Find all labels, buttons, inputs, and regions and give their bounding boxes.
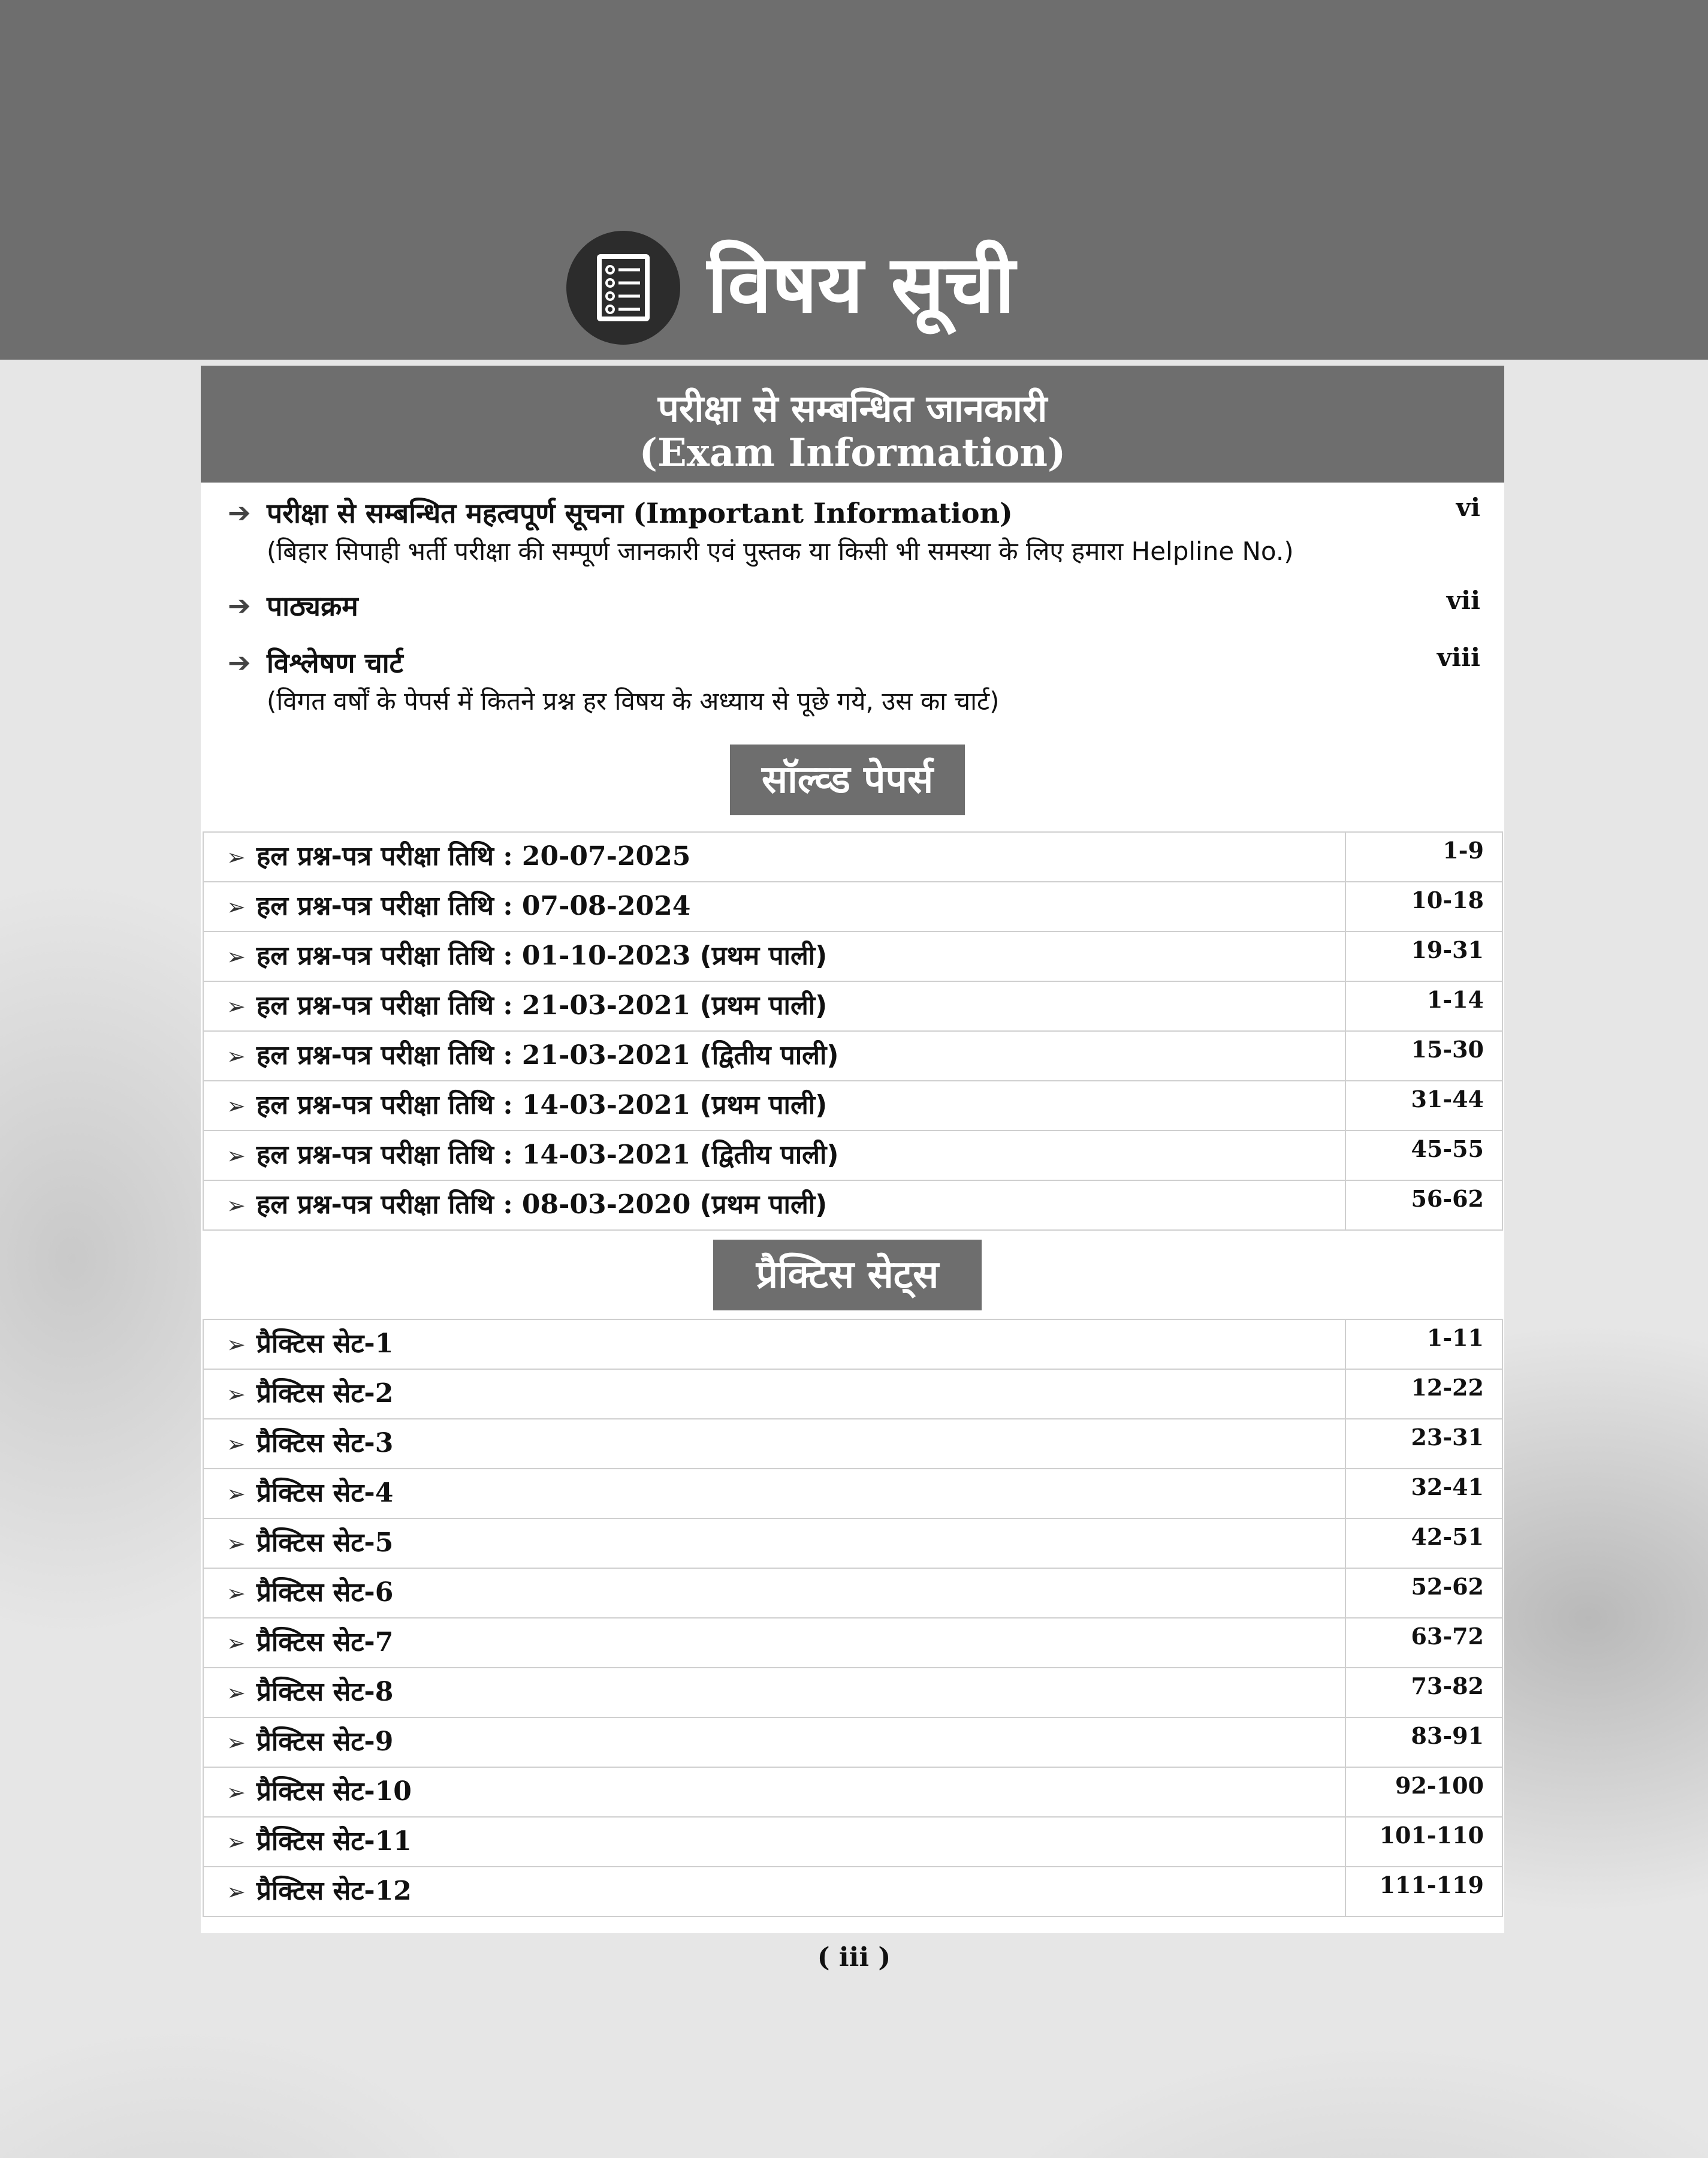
toc-entry-pages: 73-82 [1345,1668,1502,1717]
paper-label: हल प्रश्न-पत्र परीक्षा तिथि [256,841,494,872]
info-item-subtitle: (विगत वर्षों के पेपर्स में कितने प्रश्न हर विषय के अध्याय से पूछे गये, उस का चार्ट) [267,686,1000,716]
contents-panel [201,366,1504,1933]
toc-entry-title [203,832,1345,882]
paper-label: हल प्रश्न-पत्र परीक्षा तिथि [256,1040,494,1071]
toc-entry-pages: 1-11 [1345,1319,1502,1369]
solved-paper-row[interactable] [203,1081,1502,1131]
arrowhead-icon: ➢ [227,1331,246,1358]
paper-label: हल प्रश्न-पत्र परीक्षा तिथि [256,1189,494,1220]
practice-set-number: 8 [375,1677,394,1707]
info-item-title: पाठ्यक्रम [267,590,358,622]
arrowhead-icon: ➢ [227,1481,246,1507]
arrowhead-icon: ➢ [227,1630,246,1656]
paper-shift: (प्रथम पाली) [699,941,828,971]
toc-entry-pages: 19-31 [1345,932,1502,981]
info-item-page: viii [1437,643,1480,672]
arrow-right-icon: ➔ [228,646,251,679]
toc-entry-title [203,1767,1345,1817]
arrowhead-icon: ➢ [227,1143,246,1169]
arrowhead-icon: ➢ [227,1192,246,1219]
paper-date: : 21-03-2021 [503,1040,691,1071]
info-item-subtitle: (बिहार सिपाही भर्ती परीक्षा की सम्पूर्ण जानकारी एवं पुस्तक या किसी भी समस्या के लिए हमारा Helpline No.) [267,537,1294,566]
arrowhead-icon: ➢ [227,1043,246,1069]
practice-set-label: प्रैक्टिस सेट- [256,1776,375,1807]
paper-shift: (प्रथम पाली) [699,990,828,1021]
arrowhead-icon: ➢ [227,1530,246,1557]
toc-entry-title [203,981,1345,1031]
paper-date: : 07-08-2024 [503,891,691,921]
arrowhead-icon: ➢ [227,944,246,970]
paper-date: : 01-10-2023 [503,941,691,971]
info-item-syllabus[interactable] [201,584,1504,632]
arrowhead-icon: ➢ [227,1381,246,1407]
toc-entry-pages: 42-51 [1345,1518,1502,1568]
toc-entry-pages: 31-44 [1345,1081,1502,1131]
practice-set-row[interactable] [203,1369,1502,1419]
solved-paper-row[interactable] [203,832,1502,882]
info-item-analysis-chart[interactable] [201,641,1504,725]
exam-info-heading-english: (Exam Information) [639,430,1066,475]
solved-paper-row[interactable] [203,1031,1502,1081]
paper-date: : 20-07-2025 [503,841,691,872]
practice-sets-table [203,1319,1503,1917]
practice-set-number: 9 [375,1726,394,1757]
arrowhead-icon: ➢ [227,844,246,870]
practice-set-number: 6 [375,1577,394,1608]
toc-entry-title [203,1081,1345,1131]
practice-set-row[interactable] [203,1717,1502,1767]
toc-entry-pages: 32-41 [1345,1469,1502,1518]
toc-entry-pages: 83-91 [1345,1717,1502,1767]
paper-label: हल प्रश्न-पत्र परीक्षा तिथि [256,891,494,921]
practice-set-label: प्रैक्टिस सेट- [256,1627,375,1657]
toc-entry-pages: 1-9 [1345,832,1502,882]
toc-entry-pages: 1-14 [1345,981,1502,1031]
page-number: ( iii ) [817,1942,891,1973]
arrowhead-icon: ➢ [227,1680,246,1706]
toc-entry-title [203,1180,1345,1230]
info-item-page: vii [1446,586,1480,615]
toc-entry-pages: 111-119 [1345,1867,1502,1916]
practice-set-row[interactable] [203,1518,1502,1568]
practice-set-label: प्रैक्टिस सेट- [256,1527,375,1558]
info-item-title: विश्लेषण चार्ट [267,647,403,679]
practice-set-row[interactable] [203,1469,1502,1518]
arrowhead-icon: ➢ [227,1431,246,1457]
arrowhead-icon: ➢ [227,894,246,920]
toc-entry-pages: 52-62 [1345,1568,1502,1618]
toc-entry-title [203,1031,1345,1081]
practice-set-number: 7 [375,1627,394,1657]
arrowhead-icon: ➢ [227,993,246,1020]
exam-info-heading-hindi: परीक्षा से सम्बन्धित जानकारी [657,387,1048,430]
practice-set-label: प्रैक्टिस सेट- [256,1378,375,1409]
paper-label: हल प्रश्न-पत्र परीक्षा तिथि [256,1140,494,1170]
practice-set-number: 11 [375,1826,412,1856]
info-item-important-information[interactable] [201,492,1504,575]
solved-papers-heading: सॉल्व्ड पेपर्स [730,745,965,815]
practice-set-row[interactable] [203,1668,1502,1717]
practice-set-label: प्रैक्टिस सेट- [256,1876,375,1906]
practice-set-number: 2 [375,1378,394,1409]
practice-set-label: प्रैक्टिस सेट- [256,1428,375,1458]
practice-sets-heading: प्रैक्टिस सेट्स [713,1240,982,1310]
arrowhead-icon: ➢ [227,1879,246,1905]
toc-entry-title [203,1618,1345,1668]
solved-paper-row[interactable] [203,932,1502,981]
header-band [0,0,1708,360]
practice-set-label: प्रैक्टिस सेट- [256,1677,375,1707]
toc-entry-pages: 63-72 [1345,1618,1502,1668]
practice-set-row[interactable] [203,1319,1502,1369]
document-list-icon [566,231,680,345]
practice-set-label: प्रैक्टिस सेट- [256,1726,375,1757]
practice-set-number: 10 [375,1776,412,1807]
toc-entry-title [203,882,1345,932]
toc-entry-pages: 92-100 [1345,1767,1502,1817]
paper-label: हल प्रश्न-पत्र परीक्षा तिथि [256,941,494,971]
toc-entry-pages: 23-31 [1345,1419,1502,1469]
toc-entry-pages: 10-18 [1345,882,1502,932]
practice-set-row[interactable] [203,1767,1502,1817]
practice-set-row[interactable] [203,1817,1502,1867]
page-title: विषय सूची [707,239,1015,331]
practice-set-row[interactable] [203,1867,1502,1916]
toc-entry-title [203,1469,1345,1518]
toc-entry-title [203,1419,1345,1469]
arrowhead-icon: ➢ [227,1093,246,1119]
practice-set-number: 3 [375,1428,394,1458]
practice-set-label: प्रैक्टिस सेट- [256,1328,375,1359]
toc-entry-pages: 15-30 [1345,1031,1502,1081]
paper-date: : 14-03-2021 [503,1090,691,1120]
paper-shift: (प्रथम पाली) [699,1090,828,1120]
toc-entry-pages: 56-62 [1345,1180,1502,1230]
solved-papers-table [203,831,1503,1231]
arrow-right-icon: ➔ [228,496,251,529]
arrowhead-icon: ➢ [227,1580,246,1607]
practice-set-number: 4 [375,1478,394,1508]
paper-date: : 14-03-2021 [503,1140,691,1170]
arrowhead-icon: ➢ [227,1829,246,1855]
paper-shift: (प्रथम पाली) [699,1189,828,1220]
arrowhead-icon: ➢ [227,1729,246,1756]
practice-set-number: 5 [375,1527,394,1558]
practice-set-number: 1 [375,1328,394,1359]
toc-entry-pages: 101-110 [1345,1817,1502,1867]
info-item-page: vi [1456,493,1480,522]
arrowhead-icon: ➢ [227,1779,246,1806]
toc-entry-title [203,932,1345,981]
toc-entry-title [203,1717,1345,1767]
toc-entry-title [203,1131,1345,1180]
toc-entry-title [203,1668,1345,1717]
toc-entry-pages: 45-55 [1345,1131,1502,1180]
arrow-right-icon: ➔ [228,589,251,622]
paper-date: : 21-03-2021 [503,990,691,1021]
practice-set-row[interactable] [203,1618,1502,1668]
toc-entry-title [203,1817,1345,1867]
toc-entry-title [203,1518,1345,1568]
practice-set-number: 12 [375,1876,412,1906]
paper-label: हल प्रश्न-पत्र परीक्षा तिथि [256,1090,494,1120]
toc-entry-title [203,1867,1345,1916]
practice-set-row[interactable] [203,1568,1502,1618]
paper-shift: (द्वितीय पाली) [699,1140,839,1170]
paper-date: : 08-03-2020 [503,1189,691,1220]
toc-entry-title [203,1319,1345,1369]
toc-entry-title [203,1369,1345,1419]
practice-set-row[interactable] [203,1419,1502,1469]
solved-paper-row[interactable] [203,1131,1502,1180]
practice-set-label: प्रैक्टिस सेट- [256,1826,375,1856]
practice-set-label: प्रैक्टिस सेट- [256,1577,375,1608]
toc-entry-title [203,1568,1345,1618]
paper-label: हल प्रश्न-पत्र परीक्षा तिथि [256,990,494,1021]
solved-paper-row[interactable] [203,1180,1502,1230]
info-item-title: परीक्षा से सम्बन्धित महत्वपूर्ण सूचना (Important Information) [267,497,1013,529]
practice-set-label: प्रैक्टिस सेट- [256,1478,375,1508]
toc-entry-pages: 12-22 [1345,1369,1502,1419]
solved-paper-row[interactable] [203,981,1502,1031]
paper-shift: (द्वितीय पाली) [699,1040,839,1071]
solved-paper-row[interactable] [203,882,1502,932]
exam-info-heading [201,366,1504,483]
